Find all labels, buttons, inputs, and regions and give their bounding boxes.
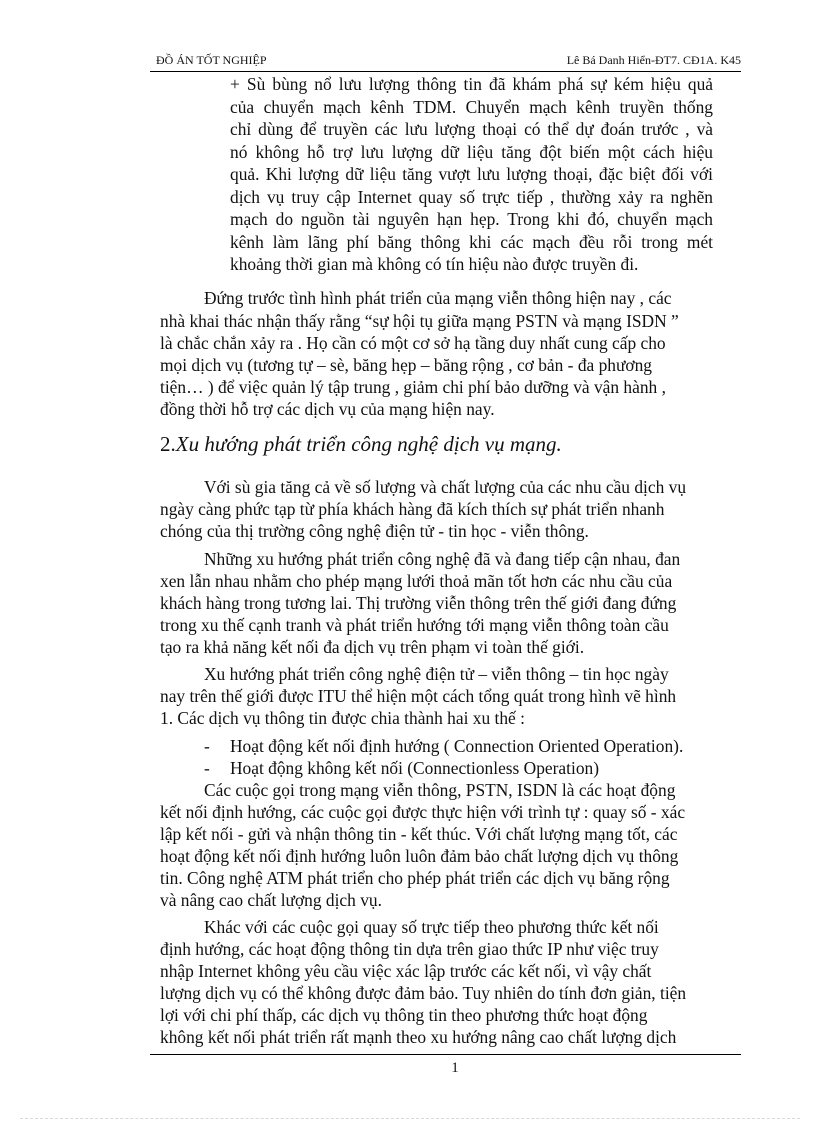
text-line: ngày càng phức tạp từ phía khách hàng đã kích thích sự phát triển nhanh <box>160 499 665 519</box>
text-line: nó không hỗ trợ lưu lượng dữ liệu tăng đột biến một cách hiệu <box>230 141 713 162</box>
text-line: kết nối định hướng, các cuộc gọi được thực hiện với trình tự : quay số - xác <box>160 802 686 822</box>
section-title: Xu hướng phát triển công nghệ dịch vụ mạng. <box>175 432 562 456</box>
section-number: 2. <box>160 432 176 456</box>
text-line: tin. Công nghệ ATM phát triển cho phép phát triển các dịch vụ băng rộng <box>160 868 670 888</box>
text-line: Xu hướng phát triển công nghệ điện tử – viễn thông – tin học ngày <box>204 664 669 684</box>
page-number: 1 <box>451 1060 459 1076</box>
text-line: quả. Khi lượng dữ liệu tăng vượt lưu lượng thoại, đặc biệt đối với <box>230 164 713 184</box>
text-line: Đứng trước tình hình phát triển của mạng viễn thông hiện nay , các <box>204 288 672 308</box>
bullet-marker: - <box>204 758 210 778</box>
text-line: định hướng, các hoạt động thông tin dựa trên giao thức IP như việc truy <box>160 939 659 959</box>
paragraph-tdm <box>230 73 713 276</box>
text-line: lập kết nối - gửi và nhận thông tin - kết thúc. Với chất lượng mạng tốt, các <box>160 824 678 844</box>
header-rule <box>150 71 741 72</box>
text-line: khoảng thời gian mà không có tín hiệu nào được truyền đi. <box>230 254 639 274</box>
text-line: mạch do nguồn tài nguyên hạn hẹp. Trong khi đó, chuyển mạch <box>230 209 713 229</box>
text-line: Khác với các cuộc gọi quay số trực tiếp theo phương thức kết nối <box>204 917 659 937</box>
section-heading <box>160 430 562 458</box>
text-line: Các cuộc gọi trong mạng viễn thông, PSTN, ISDN là các hoạt động <box>204 780 676 800</box>
header-title: ĐỒ ÁN TỐT NGHIỆP <box>156 53 267 67</box>
text-line: không kết nối phát triển rất mạnh theo xu hướng nâng cao chất lượng dịch <box>160 1027 677 1047</box>
text-line: Với sù gia tăng cả về số lượng và chất lượng của các nhu cầu dịch vụ <box>204 477 687 497</box>
page-break-line <box>20 1118 800 1119</box>
text-line: khách hàng trong tương lai. Thị trường viễn thông trên thế giới đang đứng <box>160 593 677 613</box>
text-line: của chuyển mạch kênh TDM. Chuyển mạch kênh truyền thống <box>230 96 713 117</box>
text-line: chóng của thị trường công nghệ điện tử - tin học - viễn thông. <box>160 521 589 541</box>
bullet-marker: - <box>204 736 210 756</box>
text-line: kênh làm lãng phí băng thông khi các mạch đều rỗi trong mét <box>230 231 713 252</box>
text-line: nhà khai thác nhận thấy rằng “sự hội tụ giữa mạng PSTN và mạng ISDN ” <box>160 311 679 331</box>
text-line: trong xu thế cạnh tranh và phát triển hướng tới mạng viễn thông toàn cầu <box>160 615 669 635</box>
text-line: tạo ra khả năng kết nối đa dịch vụ trên phạm vi toàn thế giới. <box>160 637 585 657</box>
text-line: đồng thời hỗ trợ các dịch vụ của mạng hiện nay. <box>160 399 495 419</box>
text-line: nhập Internet không yêu cầu việc xác lập trước các kết nối, vì vậy chất <box>160 961 652 981</box>
bullet-item: Hoạt động kết nối định hướng ( Connection Oriented Operation). <box>230 736 684 756</box>
text-line: xen lẫn nhau nhằm cho phép mạng lưới thoả mãn tốt hơn các nhu cầu của <box>160 571 673 591</box>
page-header <box>150 52 741 68</box>
text-line: 1. Các dịch vụ thông tin được chia thành hai xu thế : <box>160 708 525 728</box>
text-line: Những xu hướng phát triển công nghệ đã và đang tiếp cận nhau, đan <box>204 549 681 569</box>
header-author: Lê Bá Danh Hiển-ĐT7. CĐ1A. K45 <box>566 53 741 67</box>
text-line: chỉ dùng để truyền các lưu lượng thoại có thể dự đoán trước , và <box>230 119 713 139</box>
text-line: là chắc chắn xảy ra . Họ cần có một cơ sở hạ tầng duy nhất cung cấp cho <box>160 333 666 353</box>
text-line: lượng dịch vụ có thể không được đảm bảo. Tuy nhiên do tính đơn giản, tiện <box>160 983 687 1003</box>
text-line: dịch vụ truy cập Internet quay số trực tiếp , thường xảy ra nghẽn <box>230 186 713 207</box>
text-line: + Sù bùng nổ lưu lượng thông tin đã khám phá sự kém hiệu quả <box>230 74 713 94</box>
text-line: nay trên thế giới được ITU thể hiện một cách tổng quát trong hình vẽ hình <box>160 686 677 706</box>
text-line: lợi với chi phí thấp, các dịch vụ thông tin theo phương thức hoạt động <box>160 1005 648 1025</box>
text-line: tiện… ) để việc quản lý tập trung , giảm chi phí bảo dưỡng và vận hành , <box>160 377 666 397</box>
bullet-item: Hoạt động không kết nối (Connectionless Operation) <box>230 758 599 778</box>
text-line: hoạt động kết nối định hướng luôn luôn đảm bảo chất lượng dịch vụ thông <box>160 846 679 866</box>
footer-rule <box>150 1054 741 1055</box>
text-line: mọi dịch vụ (tương tự – sè, băng hẹp – băng rộng , cơ bản - đa phương <box>160 355 652 375</box>
text-line: và nâng cao chất lượng dịch vụ. <box>160 890 382 910</box>
